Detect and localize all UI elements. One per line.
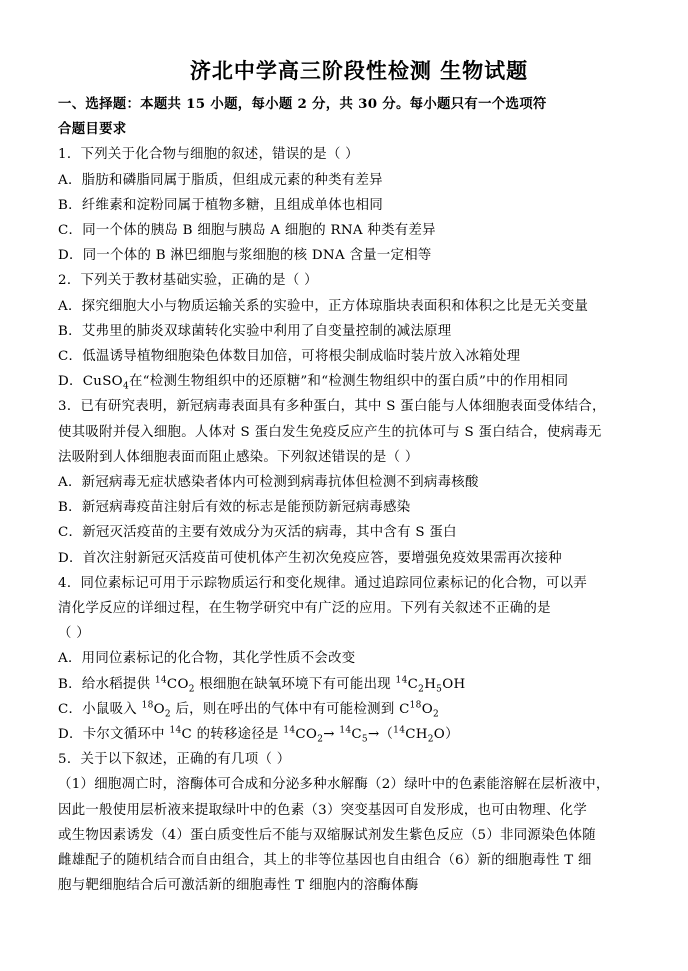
q4-stem-line-1: 4．同位素标记可用于示踪物质运行和变化规律。通过追踪同位素标记的化合物，可以弄 xyxy=(58,575,588,591)
q2-option-c: C．低温诱导植物细胞染色体数目加倍，可将根尖制成临时装片放入冰箱处理 xyxy=(58,349,521,365)
q2-option-a: A．探究细胞大小与物质运输关系的实验中，正方体琼脂块表面积和体积之比是无关变量 xyxy=(58,298,589,314)
exam-title: 济北中学高三阶段性检测 生物试题 xyxy=(189,58,529,83)
section-heading-line-1: 一、选择题：本题共 15 小题，每小题 2 分，共 30 分。每小题只有一个选项符 xyxy=(58,96,547,112)
q2-stem: 2．下列关于教材基础实验，正确的是（ ） xyxy=(58,273,318,289)
q2-option-b: B．艾弗里的肺炎双球菌转化实验中利用了自变量控制的减法原理 xyxy=(58,323,452,339)
q3-option-c: C．新冠灭活疫苗的主要有效成分为灭活的病毒，其中含有 S 蛋白 xyxy=(58,525,457,541)
q1-option-d: D．同一个体的 B 淋巴细胞与浆细胞的核 DNA 含量一定相等 xyxy=(58,248,432,264)
q2-option-d: D．CuSO$_4$在“检测生物组织中的还原糖”和“检测生物组织中的蛋白质”中的作用相同 xyxy=(58,374,569,392)
q4-option-c: C．小鼠吸入 $^{18}O_2$ 后，则在呼出的气体中有可能检测到 $C^{18}O_2$ xyxy=(58,700,440,720)
q4-stem-line-3: （ ） xyxy=(58,626,90,642)
q3-stem-line-3: 法吸附到人体细胞表面而阻止感染。下列叙述错误的是（ ） xyxy=(58,449,419,465)
section-heading-line-2: 合题目要求 xyxy=(58,121,127,138)
q3-option-d: D．首次注射新冠灭活疫苗可使机体产生初次免疫应答，要增强免疫效果需再次接种 xyxy=(58,550,562,566)
q5-statement-line-4: 雌雄配子的随机结合而自由组合，其上的非等位基因也自由组合（6）新的细胞毒性 T 细 xyxy=(58,853,592,869)
q1-stem: 1．下列关于化合物与细胞的叙述，错误的是（ ） xyxy=(58,147,359,163)
q3-option-a: A．新冠病毒无症状感染者体内可检测到病毒抗体但检测不到病毒核酸 xyxy=(58,475,479,491)
q3-option-b: B．新冠病毒疫苗注射后有效的标志是能预防新冠病毒感染 xyxy=(58,500,411,516)
q4-option-a: A．用同位素标记的化合物，其化学性质不会改变 xyxy=(58,651,356,667)
q4-option-b: B．给水稻提供 $^{14}CO_2$ 根细胞在缺氧环境下有可能出现 $^{14}C_2H_5OH$ xyxy=(58,675,466,695)
q3-stem-line-1: 3．已有研究表明，新冠病毒表面具有多种蛋白，其中 S 蛋白能与人体细胞表面受体结合， xyxy=(58,399,606,415)
q4-option-d: D．卡尔文循环中 $^{14}$C 的转移途径是 $^{14}CO_2\to ^{14}C_5\to(^{14}CH_2O)$ xyxy=(58,725,459,745)
q1-option-b: B．纤维素和淀粉同属于植物多糖，且组成单体也相同 xyxy=(58,197,384,213)
q5-statement-line-3: 或生物因素诱发（4）蛋白质变性后不能与双缩脲试剂发生紫色反应（5）非同源染色体随 xyxy=(58,827,596,843)
q5-statement-line-2: 因此一般使用层析液来提取绿叶中的色素（3）突变基因可自发形成，也可由物理、化学 xyxy=(58,802,588,818)
q5-statement-line-5: 胞与靶细胞结合后可激活新的细胞毒性 T 细胞内的溶酶体酶 xyxy=(58,878,419,894)
q3-stem-line-2: 使其吸附并侵入细胞。人体对 S 蛋白发生免疫反应产生的抗体可与 S 蛋白结合，使病毒无 xyxy=(58,424,602,440)
q5-stem: 5．关于以下叙述，正确的有几项（ ） xyxy=(58,752,291,768)
q1-option-a: A．脂肪和磷脂同属于脂质，但组成元素的种类有差异 xyxy=(58,172,383,188)
q1-option-c: C．同一个体的胰岛 B 细胞与胰岛 A 细胞的 RNA 种类有差异 xyxy=(58,223,436,239)
q4-stem-line-2: 清化学反应的详细过程，在生物学研究中有广泛的应用。下列有关叙述不正确的是 xyxy=(58,601,551,617)
q5-statement-line-1: （1）细胞凋亡时，溶酶体可合成和分泌多种水解酶（2）绿叶中的色素能溶解在层析液中， xyxy=(58,777,610,793)
